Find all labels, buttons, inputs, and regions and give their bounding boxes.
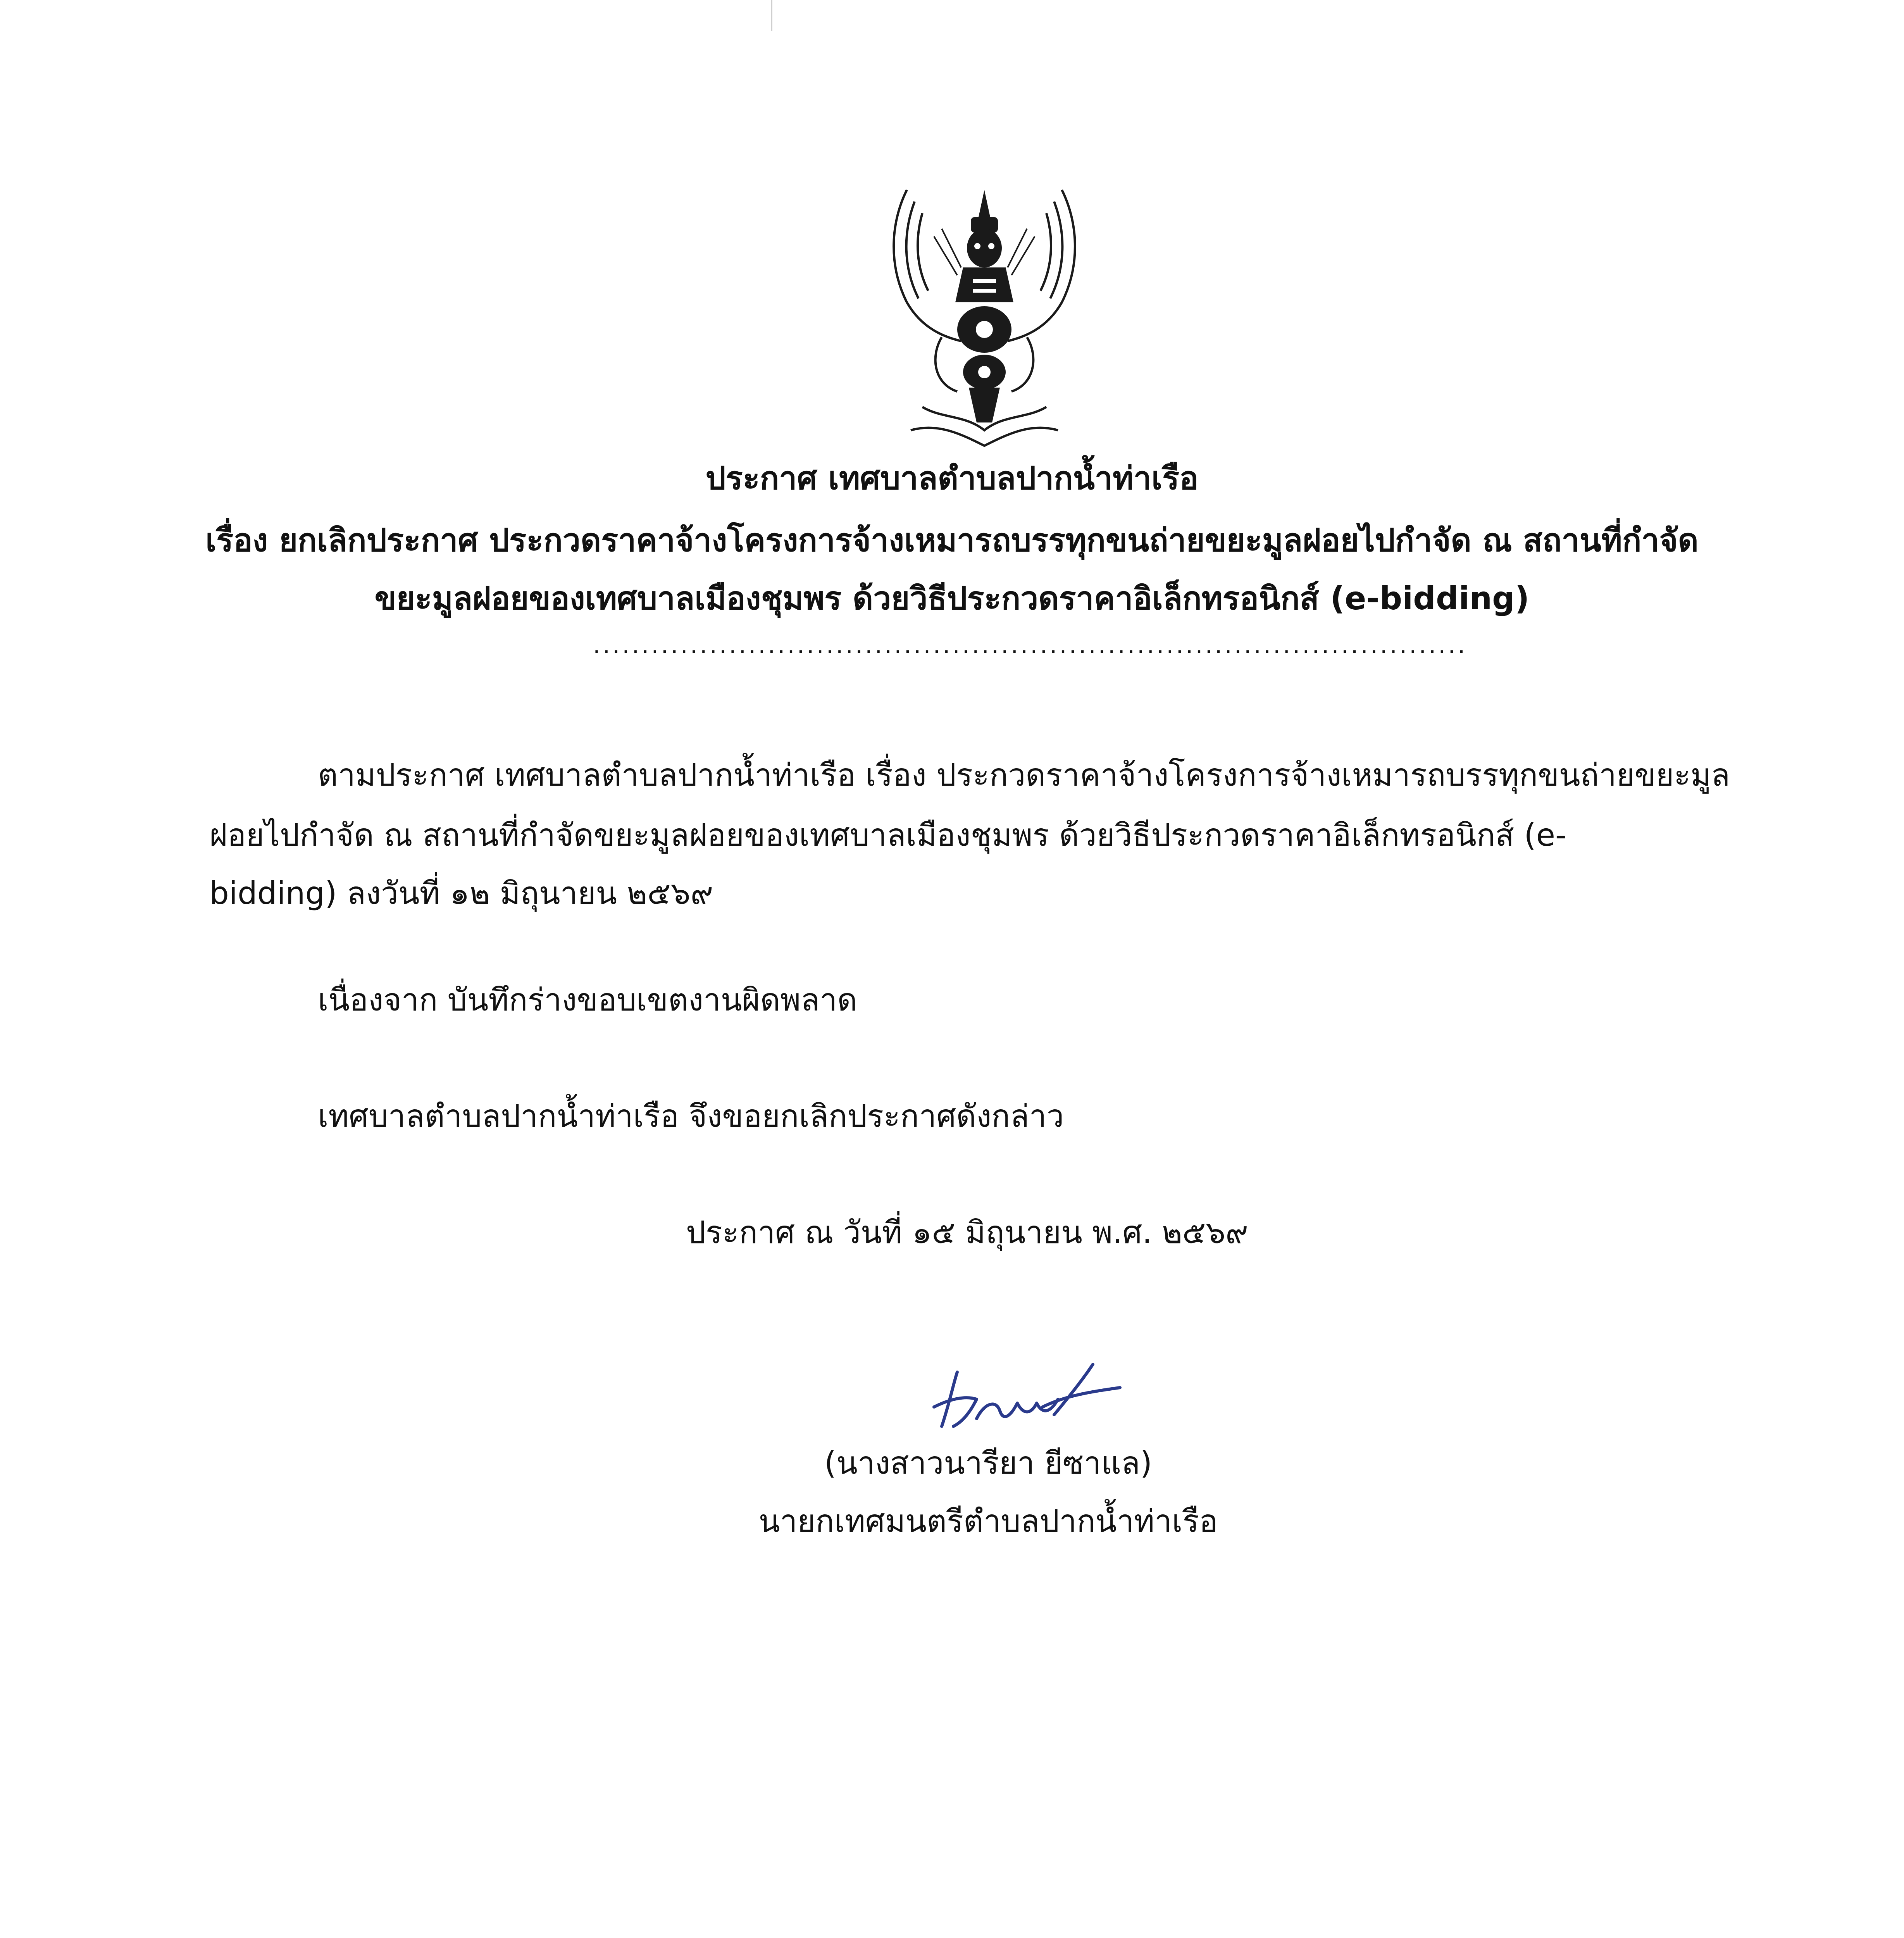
handwritten-signature xyxy=(926,1349,1128,1446)
body-paragraph-1-line-1: ตามประกาศ เทศบาลตำบลปากน้ำท่าเรือ เรื่อง ประกวดราคาจ้างโครงการจ้างเหมารถบรรทุกขนถ่ายขยะมูล xyxy=(318,757,1730,793)
signer-position: นายกเทศมนตรีตำบลปากน้ำท่าเรือ xyxy=(758,1503,1218,1539)
scan-edge-line xyxy=(771,0,772,31)
body-paragraph-1-line-2: ฝอยไปกำจัด ณ สถานที่กำจัดขยะมูลฝอยของเทศบาลเมืองชุมพร ด้วยวิธีประกวดราคาอิเล็กทรอนิกส์ (e- xyxy=(209,817,1566,853)
subject-line-1: เรื่อง ยกเลิกประกาศ ประกวดราคาจ้างโครงการจ้างเหมารถบรรทุกขนถ่ายขยะมูลฝอยไปกำจัด ณ สถานที่กำจัด xyxy=(205,522,1699,559)
subject-line-2: ขยะมูลฝอยของเทศบาลเมืองชุมพร ด้วยวิธีประกวดราคาอิเล็กทรอนิกส์ (e-bidding) xyxy=(374,580,1530,617)
body-paragraph-3: เทศบาลตำบลปากน้ำท่าเรือ จึงขอยกเลิกประกาศดังกล่าว xyxy=(318,1098,1064,1134)
announcement-header: ประกาศ เทศบาลตำบลปากน้ำท่าเรือ xyxy=(705,460,1199,497)
body-paragraph-2: เนื่องจาก บันทึกร่างขอบเขตงานผิดพลาด xyxy=(318,982,858,1018)
announcement-date: ประกาศ ณ วันที่ ๑๕ มิถุนายน พ.ศ. ๒๕๖๙ xyxy=(686,1214,1248,1250)
body-paragraph-1-line-3: bidding) ลงวันที่ ๑๒ มิถุนายน ๒๕๖๙ xyxy=(209,875,713,911)
garuda-emblem-icon xyxy=(864,174,1104,453)
signer-name: (นางสาวนารียา ยีซาแล) xyxy=(824,1445,1153,1481)
separator-dots: .......................................................................................... xyxy=(593,632,1468,659)
